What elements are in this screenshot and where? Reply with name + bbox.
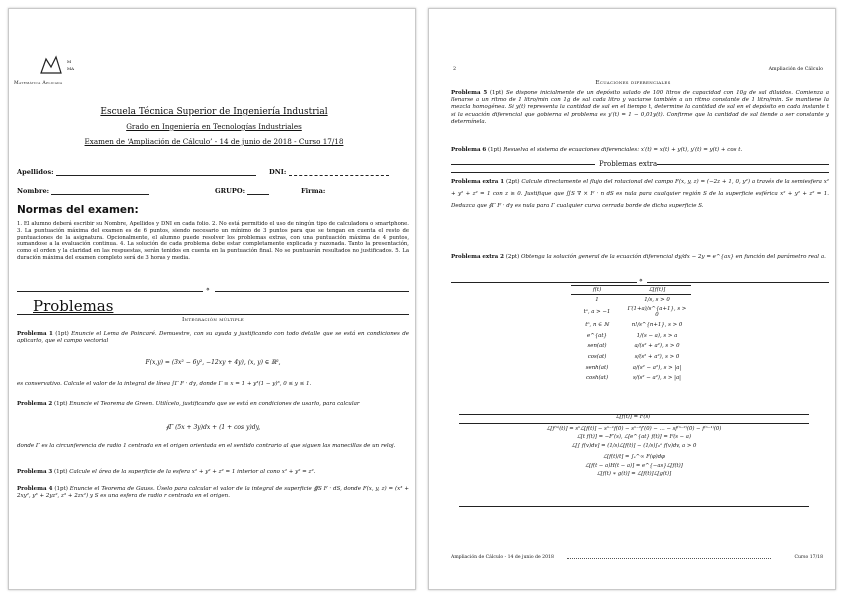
page-number: 2 (453, 67, 457, 72)
footer-left: Ampliación de Cálculo - 14 de junio de 2018 (451, 555, 554, 560)
extra-problem-1-text: Calcule directamente el flujo del rotacional del campo F(x, y, z) = (−2z + 1, 0, y²) a través de la semiesfera x² + y² + z² = 1 con z ≥ 0. Justifique que ∬S ∇ × F · n dS es nula para cualquier región S de la superficie esférica x² + y² + z² = 1. Deduzca que ∮Γ F · dγ es nula para Γ cualquier curva cerrada borde de dicha superficie S. (451, 179, 830, 209)
name-label: Nombre: (17, 187, 50, 195)
problem-4-text: Enuncie el Teorema de Gauss. Úselo para calcular el valor de la integral de superficie ∯S F · dS, donde F(x, y, z) = (x³ + 2xy², y³ + 2yz², z³ + 2zx²) y S es una esfera de radio r centrada en el origen. (17, 486, 410, 500)
group-field[interactable] (215, 187, 269, 195)
property-item: ℒ[∫ f(v)dv] = (1/s)ℒ[f(t)] − (1/s)∫₀ᵃ f(v)dv, a > 0 (571, 443, 697, 450)
extra-problem-2-text: Obtenga la solución general de la ecuación diferencial dy/dx − 2y = e^{ax} en función del parámetro real a. (521, 254, 826, 260)
table-row (571, 352, 691, 363)
table-row (571, 295, 691, 306)
table-cell: senh(at) (585, 364, 609, 371)
problem-2-text: Enuncie el Teorema de Green. Utilícelo, justificando que se está en condiciones de usarlo, para calcular (69, 401, 360, 407)
problem-6-points: (1pt) (488, 147, 502, 153)
problem-2-label: Problema 2 (17, 401, 53, 407)
problem-3-points: (1pt) (54, 469, 68, 475)
problem-5-text: Se dispone inicialmente de un depósito salado de 100 litros de capacidad con 10g de sal diluidos. Comienza a llenarse a un ritmo de 1 litro/min con 1g de sal cada litro y vaciarse también a un ritmo constante de 1 litro/min. Se mantiene la mezcla homogénea. Si y(t) representa la cantidad de sal en el tiempo t, determine la cantidad de sal en el depósito en cada instante t si la ecuación diferencial que gobierna el problema es y′(t) = 1 − 0,01y(t). Confirme que la cantidad de sal tiende a ser constante y determínela. (451, 90, 830, 125)
problem-1-label: Problema 1 (17, 331, 53, 337)
problem-1-text-2: es conservativo. Calcule el valor de la integral de línea ∫Γ F · dγ, donde Γ ≡ x = 1 + y³(1 − y)³, 0 ≤ y ≤ 1. (17, 381, 312, 387)
table-cell: Γ(1+a)/s^{a+1}, s > 0 (627, 306, 687, 319)
signature-label: Firma: (301, 187, 326, 195)
table-row (571, 373, 691, 384)
property-item: ℒ[f(t)/t] = ∫ₛ^∞ F(φ)dφ (603, 454, 665, 461)
table-cell: n!/s^{n+1}, s > 0 (631, 322, 683, 329)
problem-6-text: Resuelva el sistema de ecuaciones diferenciales: x′(t) = x(t) + y(t), y′(t) = y(t) + cos t. (503, 147, 743, 153)
problems-title: Problemas (33, 297, 114, 315)
footer-dots (567, 554, 771, 559)
problem-1-points: (1pt) (55, 331, 69, 337)
extra-problem-1-points: (2pt) (505, 179, 520, 185)
diamond-divider-2: ⋄ (639, 277, 643, 284)
section-differential-equations: Ecuaciones diferenciales (595, 80, 671, 86)
problem-6-label: Problema 6 (451, 147, 487, 153)
surname-label: Apellidos: (17, 168, 54, 176)
table-cell: tᵃ, a > −1 (583, 309, 611, 316)
problem-2-text-2: donde Γ es la circunferencia de radio 1 centrada en el origen orientada en el sentido contrario al que siguen las manecillas de un reloj. (17, 443, 396, 449)
problem-3-text: Calcule el área de la superficie de la esfera x² + y² + z² = 1 interior al cono x² + y² = z². (69, 469, 316, 475)
laplace-table (571, 285, 691, 383)
problem-2-points: (1pt) (54, 401, 68, 407)
extra-problem-2-points: (2pt) (505, 254, 520, 260)
exam-page-1 (8, 8, 416, 590)
table-row (571, 305, 691, 320)
laplace-header-f: f(t) (571, 286, 623, 295)
extra-problem-2-label: Problema extra 2 (451, 254, 504, 260)
problem-4-label: Problema 4 (17, 486, 53, 492)
problem-3 (17, 469, 409, 476)
table-cell: cosh(at) (585, 375, 609, 382)
problem-2-formula: ∮Γ (5x + 3y)dx + (1 + cos y)dy, (165, 424, 261, 431)
section-multiple-integration: Integración múltiple (181, 317, 245, 323)
table-cell: s/(s² + a²), s > 0 (634, 353, 680, 360)
exam-title: Examen de ‘Ampliación de Cálculo’ - 14 de junio de 2018 - Curso 17/18 (84, 137, 344, 146)
properties-header: ℒ[f(t)] = F(s) (615, 414, 651, 420)
table-cell: a/(s² − a²), s > |a| (632, 364, 682, 371)
laplace-table-wrapper (571, 285, 691, 383)
table-row (571, 341, 691, 352)
dni-field[interactable] (269, 168, 389, 176)
dni-label: DNI: (269, 168, 287, 176)
table-cell: a/(s² + a²), s > 0 (634, 343, 680, 350)
problem-3-label: Problema 3 (17, 469, 53, 475)
signature-field[interactable] (301, 187, 325, 195)
laplace-header-L: ℒ[f(t)] (623, 286, 691, 295)
exam-page-2 (428, 8, 836, 590)
extra-problems-title: Problemas extra (599, 160, 658, 168)
property-item: ℒ[f(t − a)H(t − a)] = e^{−as}ℒ[f(t)] (585, 463, 683, 470)
property-item: ℒ[f(t) ∗ g(t)] = ℒ[f(t)]ℒ[g(t)] (596, 470, 672, 477)
problem-6 (451, 147, 829, 154)
rules-title: Normas del examen: (17, 204, 139, 216)
logo-text-2: MA (67, 66, 74, 71)
name-field[interactable] (17, 187, 149, 195)
table-row (571, 320, 691, 331)
surname-field[interactable] (17, 168, 256, 176)
table-cell: s/(s² − a²), s > |a| (632, 375, 682, 382)
table-cell: sen(at) (587, 343, 607, 350)
table-cell: tⁿ, n ∈ ℕ (585, 322, 609, 329)
degree-title: Grado en Ingeniería en Tecnologías Industriales (126, 122, 302, 131)
diamond-divider: ⋄ (206, 286, 210, 293)
table-cell: 1/s, s > 0 (644, 297, 670, 304)
problem-5-label: Problema 5 (451, 90, 488, 96)
table-row (571, 330, 691, 341)
problem-1 (17, 331, 409, 345)
extra-problem-2 (451, 252, 829, 262)
extra-problem-1 (451, 176, 829, 212)
logo-caption: Matemática Aplicada (14, 81, 63, 86)
group-label: GRUPO: (215, 187, 245, 195)
problem-1-text: Enuncie el Lema de Poincaré. Demuestre, con su ayuda y justificando con todo detalle que se está en condiciones de aplicarlo, que el campo vectorial (17, 331, 409, 345)
running-header: Ampliación de Cálculo (768, 67, 823, 72)
problem-5 (451, 90, 829, 126)
problem-5-points: (1pt) (489, 90, 504, 96)
properties-list (459, 426, 809, 478)
school-title: Escuela Técnica Superior de Ingeniería Industrial (100, 107, 328, 117)
footer-right: Curso 17/18 (794, 555, 823, 560)
problem-1-formula: F(x,y) = (3x² − 6y², −12xy + 4y), (x, y) ∈ ℝ², (145, 359, 281, 366)
rules-text: 1. El alumno deberá escribir su Nombre, Apellidos y DNI en cada folio. 2. No está permitido el uso de ningún tipo de calculadora o smartphone. 3. La puntuación máxima del examen es de 6 puntos, siendo necesario un mínimo de 3 puntos para que se tengan en cuenta el resto de puntuaciones de la asignatura. Opcionalmente, el alumno puede resolver los problemas extras, con una puntuación máxima de 4 puntos, sumandose a la evaluación continua. 4. La solución de cada problema debe estar completamente explicada y razonada. Tanto la presentación, como el orden y la claridad en las respuestas, serán tenidos en cuenta en la puntuación final. No se puntuarán resultados no justificados. 5. La duración máxima del examen completo será de 3 horas y media. (17, 221, 409, 261)
problem-4-points: (1pt) (54, 486, 68, 492)
logo-text-1: M (67, 59, 72, 64)
problem-2 (17, 401, 409, 408)
problem-4 (17, 486, 409, 500)
property-item: ℒ[t f(t)] = −F′(s), ℒ[e^{at} f(t)] = F(s − a) (576, 433, 692, 440)
university-logo-icon (37, 53, 77, 79)
extra-problem-1-label: Problema extra 1 (451, 179, 505, 185)
table-cell: 1/(s − a), s > a (636, 332, 678, 339)
table-row (571, 362, 691, 373)
table-cell: cos(at) (587, 353, 607, 360)
property-item: ℒ[f⁽ⁿ⁾(t)] = sⁿℒ[f(t)] − sⁿ⁻¹f(0) − sⁿ⁻²f′(0) − … − sf⁽ⁿ⁻²⁾(0) − f⁽ⁿ⁻¹⁾(0) (546, 426, 722, 432)
table-cell: 1 (595, 297, 599, 304)
table-cell: e^{at} (587, 332, 607, 339)
